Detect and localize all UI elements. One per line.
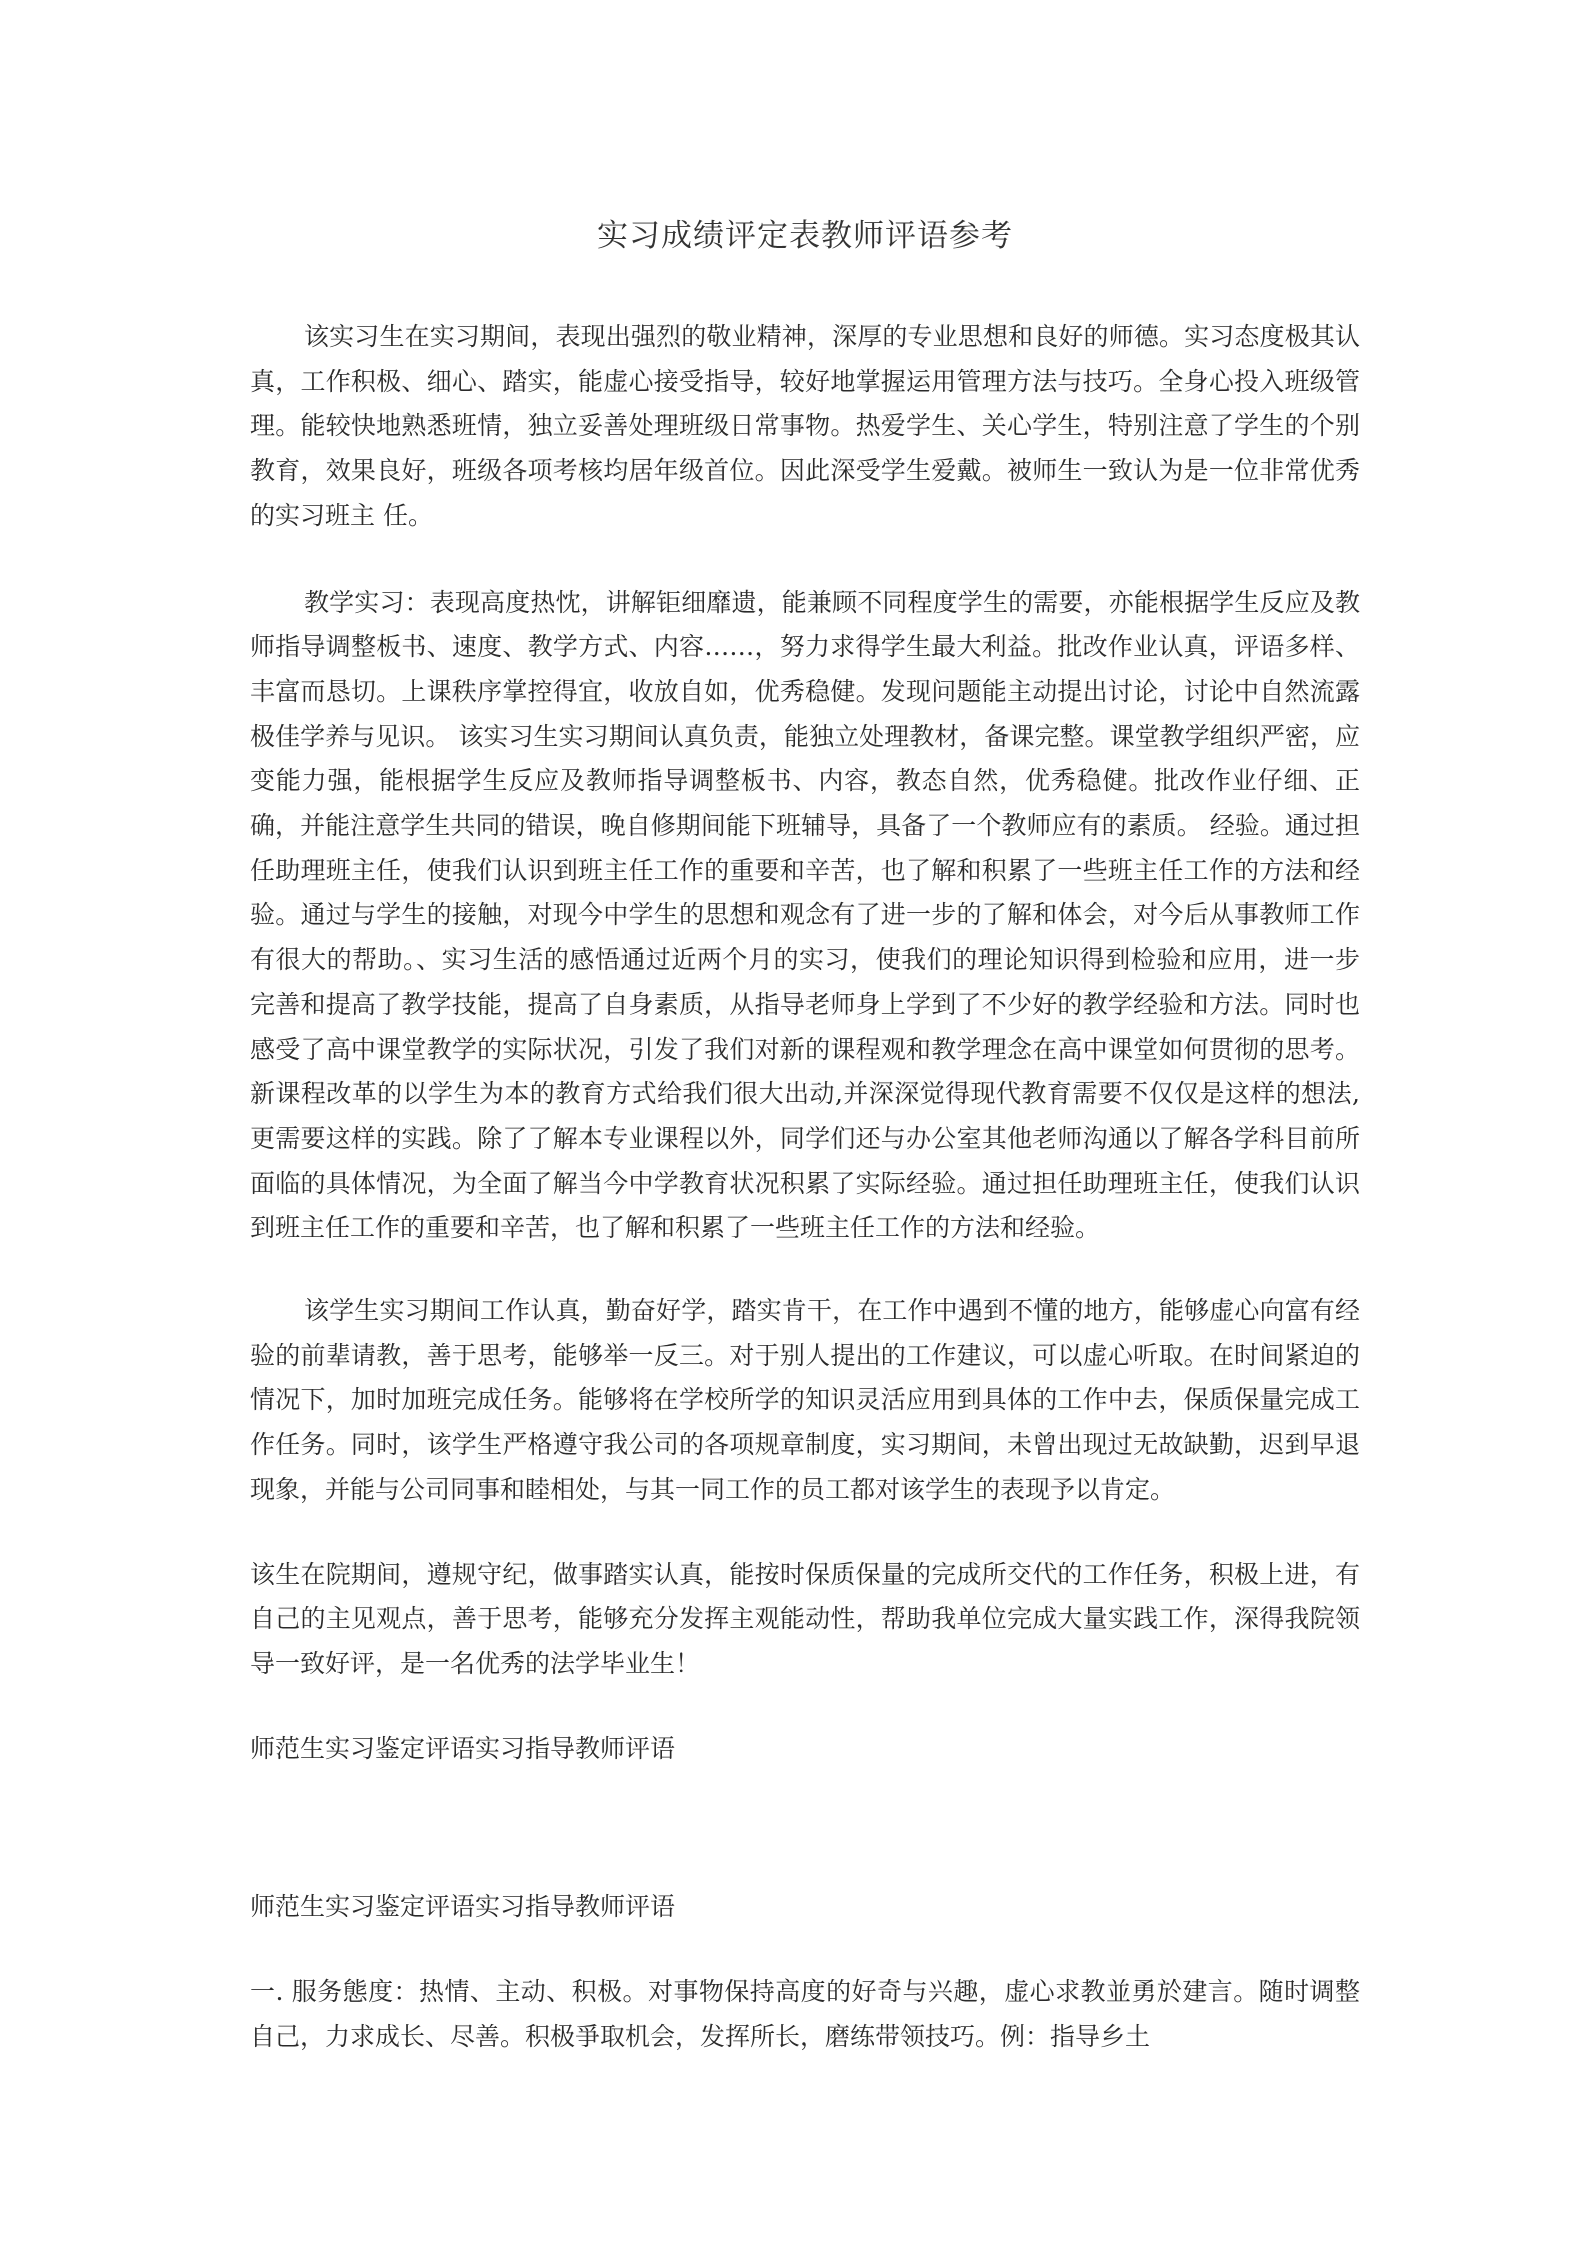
document-title: 实习成绩评定表教师评语参考	[597, 218, 1013, 254]
section-heading-second: 师范生实习鉴定评语实习指导教师评语	[250, 1892, 676, 1922]
paragraph-work-attitude: 该学生实习期间工作认真，勤奋好学，踏实肯干，在工作中遇到不懂的地方，能够虚心向富有经验的前辈请教，善于思考，能够举一反三。对于别人提出的工作建议，可以虚心听取。在时间紧迫的情况下，加时加班完成任务。能够将在学校所学的知识灵活应用到具体的工作中去，保质保量完成工作任务。同时，该学生严格遵守我公司的各项规章制度，实习期间，未曾出现过无故缺勤，迟到早退现象，并能与公司同事和睦相处，与其一同工作的员工都对该学生的表现予以肯定。	[250, 1296, 1360, 1504]
paragraph-law-graduate: 该生在院期间，遵规守纪，做事踏实认真，能按时保质保量的完成所交代的工作任务，积极上进，有自己的主见观点，善于思考，能够充分发挥主观能动性，帮助我单位完成大量实践工作，深得我院领导一致好评，是一名优秀的法学毕业生！	[250, 1559, 1360, 1678]
document-page	[250, 210, 1360, 2060]
paragraph-teaching-practice: 教学实习：表现高度热忱，讲解钜细靡遗，能兼顾不同程度学生的需要，亦能根据学生反应及教师指导调整板书、速度、教学方式、内容……，努力求得学生最大利益。批改作业认真，评语多样、丰富而恳切。上课秩序掌控得宜，收放自如，优秀稳健。发现问题能主动提出讨论，讨论中自然流露极佳学养与见识。 该实习生实习期间认真负责，能独立处理教材，备课完整。课堂教学组织严密，应变能力强，能根据学生反应及教师指导调整板书、内容，教态自然，优秀稳健。批改作业仔细、正确，并能注意学生共同的错误，晚自修期间能下班辅导，具备了一个教师应有的素质。 经验。通过担任助理班主任，使我们认识到班主任工作的重要和辛苦，也了解和积累了一些班主任工作的方法和经验。通过与学生的接触，对现今中学生的思想和观念有了进一步的了解和体会，对今后从事教师工作有很大的帮助。、实习生活的感悟通过近两个月的实习，使我们的理论知识得到检验和应用，进一步完善和提高了教学技能，提高了自身素质，从指导老师身上学到了不少好的教学经验和方法。同时也感受了高中课堂教学的实际状况，引发了我们对新的课程观和教学理念在高中课堂如何贯彻的思考。新课程改革的以学生为本的教育方式给我们很大出动,并深深觉得现代教育需要不仅仅是这样的想法,更需要这样的实践。除了了解本专业课程以外，同学们还与办公室其他老师沟通以了解各学科目前所面临的具体情况，为全面了解当今中学教育状况积累了实际经验。通过担任助理班主任，使我们认识到班主任工作的重要和辛苦，也了解和积累了一些班主任工作的方法和经验。	[250, 587, 1360, 1243]
paragraph-intern-evaluation: 该实习生在实习期间，表现出强烈的敬业精神，深厚的专业思想和良好的师德。实习态度极其认真，工作积极、细心、踏实，能虚心接受指导，较好地掌握运用管理方法与技巧。全身心投入班级管理。能较快地熟悉班情，独立妥善处理班级日常事物。热爱学生、关心学生，特别注意了学生的个别教育，效果良好，班级各项考核均居年级首位。因此深受学生爱戴。被师生一致认为是一位非常优秀的实习班主 任。	[250, 322, 1360, 530]
paragraph-service-attitude: 一. 服务態度：热情、主动、积极。对事物保持高度的好奇与兴趣，虚心求教並勇於建言。随时调整自己，力求成长、尽善。积极爭取机会，发挥所长，磨练带领技巧。例：指导乡土	[250, 1977, 1360, 2051]
section-heading-first: 师范生实习鉴定评语实习指导教师评语	[250, 1733, 676, 1763]
